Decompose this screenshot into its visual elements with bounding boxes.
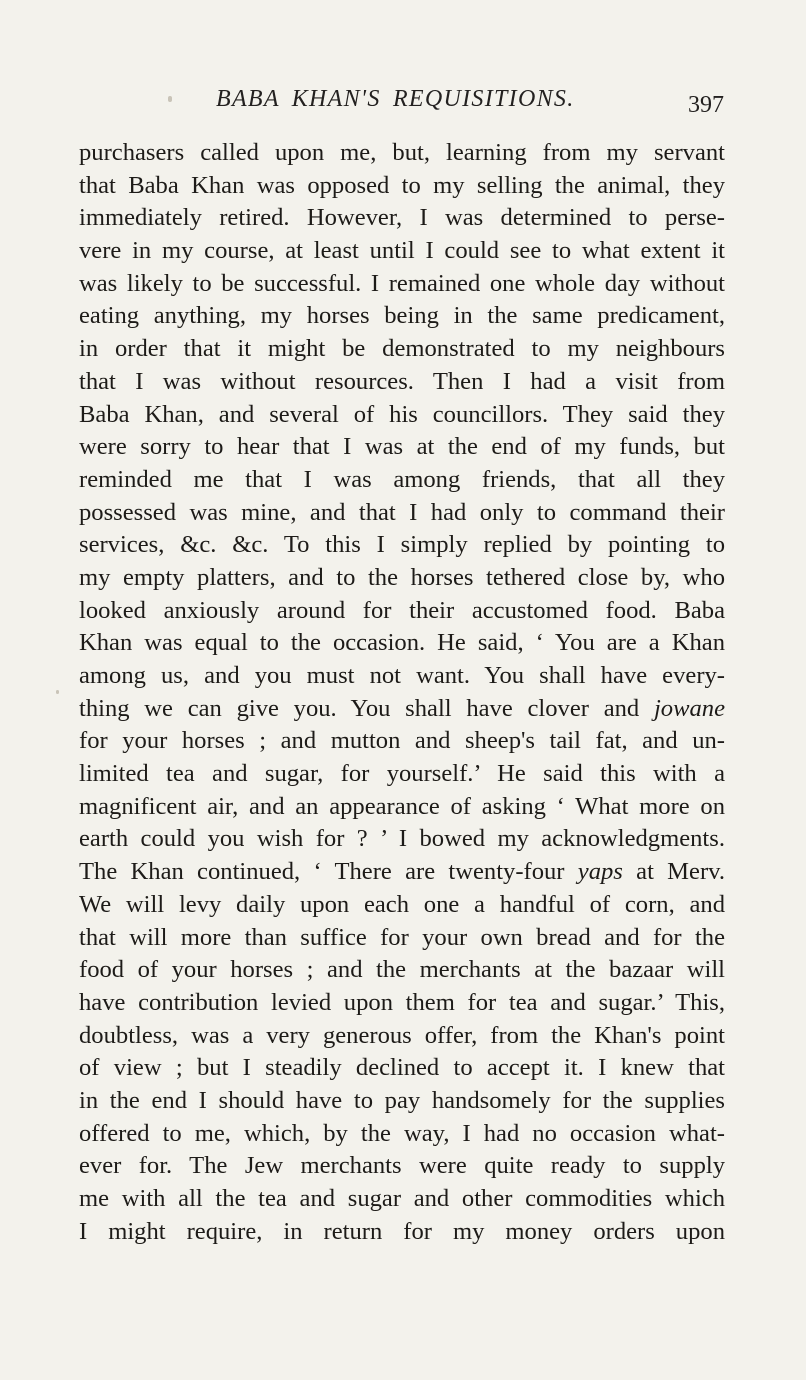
text-line: in the end I should have to pay handsomely for the supplies bbox=[79, 1086, 725, 1114]
text-line: of view ; but I steadily declined to accept it. I knew that bbox=[79, 1054, 725, 1082]
text-line: I might require, in return for my money orders upon bbox=[79, 1217, 725, 1245]
text-line: me with all the tea and sugar and other commodities which bbox=[79, 1185, 725, 1212]
text-line: limited tea and sugar, for yourself.’ He said this with a bbox=[79, 760, 725, 788]
text-line: earth could you wish for ? ’ I bowed my acknowledgments. bbox=[79, 825, 725, 853]
text-line: eating anything, my horses being in the same predicament, bbox=[79, 302, 725, 330]
text-line: among us, and you must not want. You shall have every- bbox=[79, 662, 725, 689]
text-line: my empty platters, and to the horses tethered close by, who bbox=[79, 563, 725, 591]
text-line: looked anxiously around for their accustomed food. Baba bbox=[79, 596, 725, 624]
text-line: vere in my course, at least until I could see to what extent it bbox=[79, 237, 725, 265]
text-line: doubtless, was a very generous offer, from the Khan's point bbox=[79, 1021, 725, 1049]
paper-speck bbox=[56, 690, 59, 694]
text-line: possessed was mine, and that I had only to command their bbox=[79, 498, 725, 526]
text-line: have contribution levied upon them for tea and sugar.’ This, bbox=[79, 988, 725, 1016]
text-line: thing we can give you. You shall have clover and jowane bbox=[79, 694, 725, 722]
text-line: food of your horses ; and the merchants at the bazaar will bbox=[79, 956, 725, 984]
text-line: Khan was equal to the occasion. He said, ‘ You are a Khan bbox=[79, 629, 725, 657]
text-line: were sorry to hear that I was at the end of my funds, but bbox=[79, 433, 725, 461]
text-line: reminded me that I was among friends, that all they bbox=[79, 465, 725, 493]
text-line: offered to me, which, by the way, I had no occasion what- bbox=[79, 1119, 725, 1147]
text-line: purchasers called upon me, but, learning from my servant bbox=[79, 139, 725, 166]
text-line: that Baba Khan was opposed to my selling the animal, they bbox=[79, 171, 725, 199]
running-head bbox=[0, 86, 806, 126]
running-title: BABA KHAN'S REQUISITIONS. bbox=[216, 86, 575, 112]
text-line: that will more than suffice for your own bread and for the bbox=[79, 923, 725, 951]
text-line: immediately retired. However, I was determined to perse- bbox=[79, 204, 725, 232]
text-line: The Khan continued, ‘ There are twenty-four yaps at Merv. bbox=[79, 858, 725, 886]
text-line: Baba Khan, and several of his councillors. They said they bbox=[79, 400, 725, 428]
page-number: 397 bbox=[688, 92, 724, 118]
text-line: for your horses ; and mutton and sheep's tail fat, and un- bbox=[79, 727, 725, 755]
body-text bbox=[79, 137, 725, 1248]
text-line: magnificent air, and an appearance of asking ‘ What more on bbox=[79, 792, 725, 820]
text-line: that I was without resources. Then I had a visit from bbox=[79, 367, 725, 395]
text-line: was likely to be successful. I remained one whole day without bbox=[79, 269, 725, 297]
paper-speck bbox=[168, 96, 172, 102]
text-line: We will levy daily upon each one a handful of corn, and bbox=[79, 890, 725, 918]
text-line: ever for. The Jew merchants were quite ready to supply bbox=[79, 1152, 725, 1180]
text-line: in order that it might be demonstrated to my neighbours bbox=[79, 335, 725, 363]
text-line: services, &c. &c. To this I simply replied by pointing to bbox=[79, 531, 725, 559]
